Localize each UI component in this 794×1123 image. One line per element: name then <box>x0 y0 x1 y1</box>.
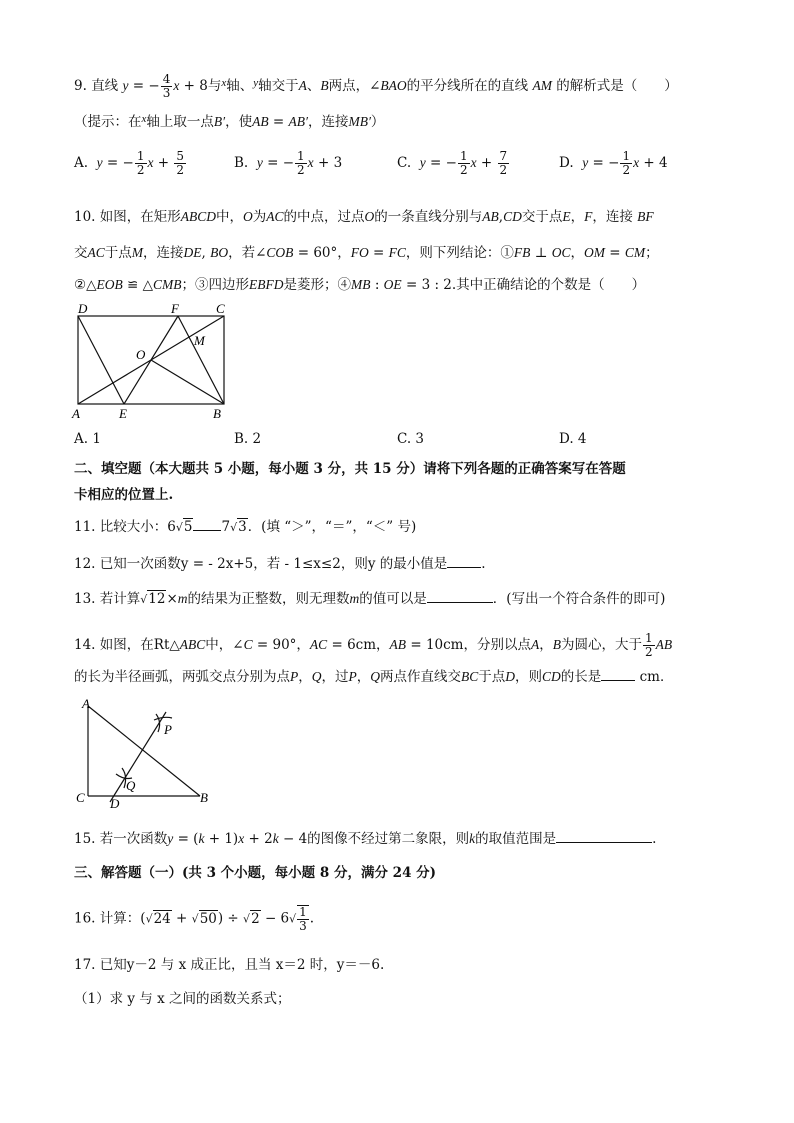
q17: 17. 已知y－2 与 x 成正比，且当 x＝2 时，y＝－6. <box>74 957 385 973</box>
section3-title: 三、解答题（一）(共 3 个小题，每小题 8 分，满分 24 分) <box>74 865 437 881</box>
label-c: C <box>216 301 225 316</box>
q10-option-d[interactable]: D. 4 <box>559 431 587 447</box>
q15-answer-blank[interactable] <box>556 842 652 843</box>
q14-line1: 14. 如图，在Rt△ABC中，∠C = 90°，AC = 6cm，AB = 10cm，分别以点A，B为圆心，大于 $\frac{1}{2}$ AB <box>74 631 673 659</box>
q11: 11. 比较大小：6√5 7√3．(填 “＞”，“＝”，“＜” 号) <box>74 519 417 535</box>
q14-answer-blank[interactable] <box>601 680 635 681</box>
q9-hint: （提示：在$^x$轴上取一点B′，使AB = AB′，连接MB′） <box>74 113 385 130</box>
q9-option-d[interactable]: D. y = − $\frac{1}{2}$ x + 4 <box>559 149 668 177</box>
q14-line2: 的长为半径画弧，两弧交点分别为点P，Q，过P，Q两点作直线交BC于点D，则CD的长是 cm． <box>74 669 674 685</box>
label-f: F <box>171 301 179 316</box>
label-e: E <box>119 406 127 421</box>
q9-line1: 9. 直线 y = − $\frac{4}{3}$ x + 8与$^x$轴、$^y$轴交于A、B两点，∠BAO的平分线所在的直线 AM 的解析式是（ ） <box>74 72 678 100</box>
q9-option-b[interactable]: B. y = − $\frac{1}{2}$ x + 3 <box>234 149 343 177</box>
label-m: M <box>194 333 205 348</box>
line-pq <box>110 712 166 802</box>
label-b: B <box>200 790 208 805</box>
q14-figure <box>70 698 220 810</box>
label-o: O <box>136 347 146 362</box>
q13-answer-blank[interactable] <box>427 602 493 603</box>
label-a: A <box>82 698 90 711</box>
q16: 16. 计算：(√24 + √50) ÷ √2 − 6√ $\frac{1}{3}$ . <box>74 905 315 933</box>
q9-option-a[interactable]: A. y = − $\frac{1}{2}$ x + $\frac{5}{2}$ <box>74 149 185 177</box>
line-ab <box>88 706 200 796</box>
q15: 15. 若一次函数y = (k + 1)x + 2k − 4的图像不经过第二象限，则k的取值范围是 . <box>74 831 657 847</box>
section2-title-line2: 卡相应的位置上. <box>74 487 174 503</box>
q12: 12. 已知一次函数y = - 2x+5，若 - 1≤x≤2，则y 的最小值是 . <box>74 556 486 572</box>
section2-title-line1: 二、填空题（本大题共 5 小题，每小题 3 分，共 15 分）请将下列各题的正确答案写在答题 <box>74 461 626 477</box>
label-d: D <box>110 796 120 810</box>
arc-p-1 <box>156 714 160 732</box>
q13: 13. 若计算√12×m的结果为正整数，则无理数m的值可以是 ．(写出一个符合条件的即可) <box>74 591 666 607</box>
label-p: P <box>164 722 172 737</box>
q12-answer-blank[interactable] <box>447 567 481 568</box>
q10-figure <box>70 300 235 422</box>
label-d: D <box>78 301 88 316</box>
arc-p-2 <box>154 717 172 720</box>
label-q: Q <box>126 778 136 793</box>
q10-option-b[interactable]: B. 2 <box>234 431 262 447</box>
q9-option-c[interactable]: C. y = − $\frac{1}{2}$ x + $\frac{7}{2}$ <box>397 149 508 177</box>
q10-line1: 10. 如图，在矩形ABCD中，O为AC的中点，过点O的一条直线分别与AB,CD交于点E，F，连接 BF <box>74 209 654 225</box>
label-a: A <box>72 406 80 421</box>
q10-option-c[interactable]: C. 3 <box>397 431 425 447</box>
label-b: B <box>213 406 221 421</box>
q17-sub1: （1）求 y 与 x 之间的函数关系式； <box>74 991 291 1007</box>
q10-line3: ②△EOB ≌ △CMB；③四边形EBFD是菱形；④MB : OE = 3 : 2.其中正确结论的个数是（ ） <box>74 277 646 293</box>
label-c: C <box>76 790 85 805</box>
q10-option-a[interactable]: A. 1 <box>74 431 101 447</box>
q10-line2: 交AC于点M，连接DE, BO，若∠COB = 60°，FO = FC，则下列结论：①FB ⊥ OC，OM = CM； <box>74 245 659 261</box>
